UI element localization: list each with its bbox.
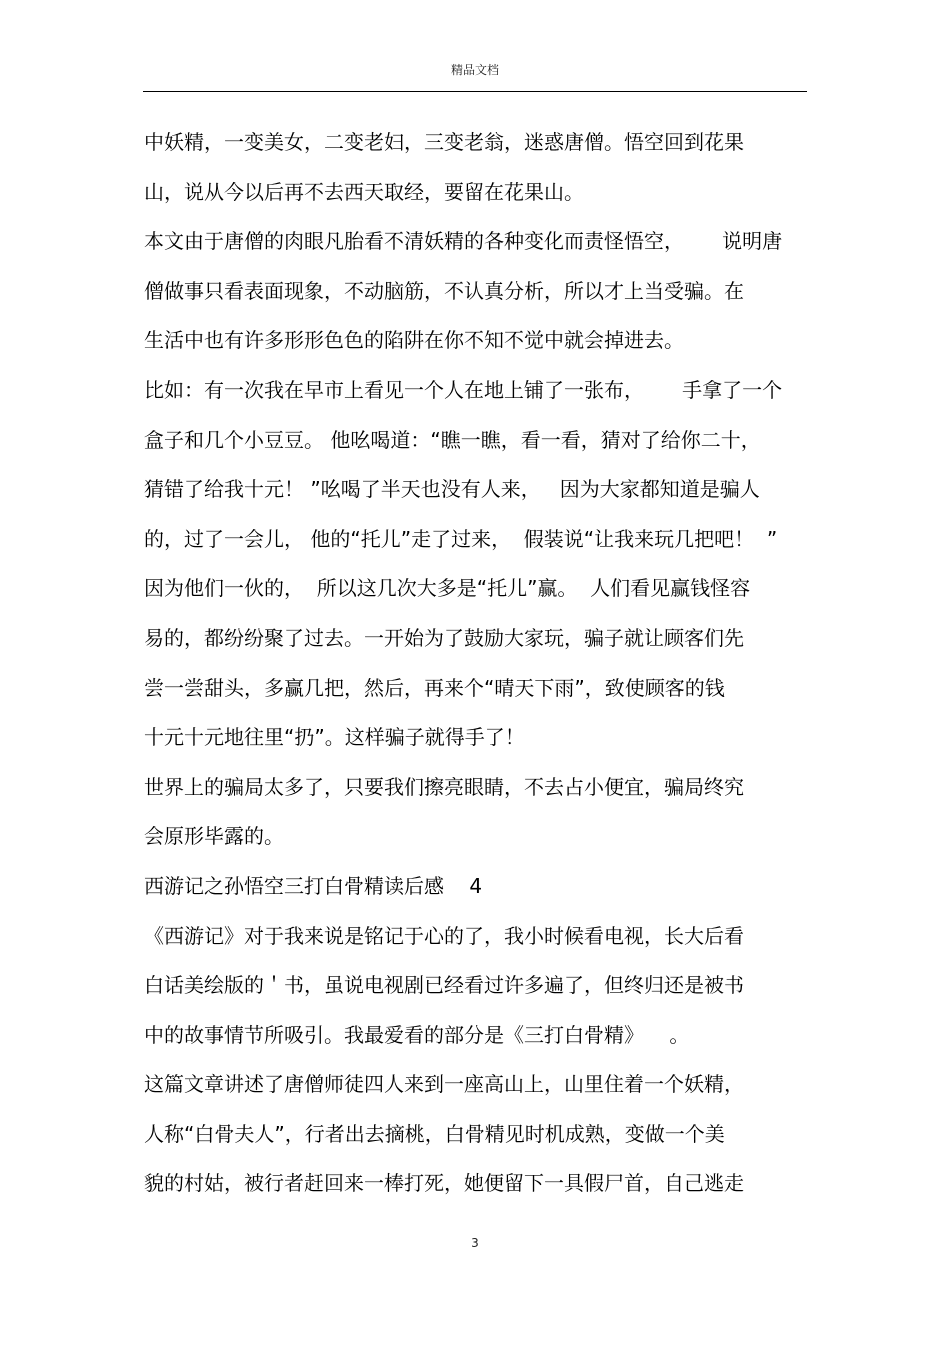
text-line: 《西游记》对于我来说是铭记于心的了，我小时候看电视，长大后看 — [144, 923, 744, 948]
text-line: 因为他们一伙的， 所以这几次大多是“托儿”赢。 人们看见赢钱怪容 — [144, 576, 751, 601]
text-line: 生活中也有许多形形色色的陷阱在你不知不觉中就会掉进去。 — [144, 328, 684, 353]
text-line: 十元十元地往里“扔”。这样骗子就得手了！ — [144, 725, 525, 750]
text-line: 世界上的骗局太多了，只要我们擦亮眼睛，不去占小便宜，骗局终究 — [144, 774, 744, 799]
text-line: 会原形毕露的。 — [144, 824, 284, 849]
text-line: 易的，都纷纷聚了过去。一开始为了鼓励大家玩，骗子就让顾客们先 — [144, 625, 744, 650]
text-line: 貌的村姑，被行者赶回来一棒打死，她便留下一具假尸首，自己逃走 — [144, 1171, 744, 1196]
text-line: 人称“白骨夫人”，行者出去摘桃，白骨精见时机成熟，变做一个美 — [144, 1121, 725, 1146]
text-line: 比如：有一次我在早市上看见一个人在地上铺了一张布， 手拿了一个 — [144, 377, 783, 402]
text-line: 本文由于唐僧的肉眼凡胎看不清妖精的各种变化而责怪悟空， 说明唐 — [144, 229, 783, 254]
text-line: 盒子和几个小豆豆。 他吆喝道：“瞧一瞧，看一看，猜对了给你二十， — [144, 427, 761, 452]
page-header: 精品文档 — [450, 63, 499, 77]
text-line: 中妖精，一变美女，二变老妇，三变老翁，迷惑唐僧。悟空回到花果 — [144, 130, 744, 154]
text-line: 中的故事情节所吸引。我最爱看的部分是《三打白骨精》 。 — [144, 1022, 690, 1047]
text-line: 这篇文章讲述了唐僧师徒四人来到一座高山上，山里住着一个妖精， — [144, 1072, 744, 1097]
text-line: 僧做事只看表面现象，不动脑筋，不认真分析，所以才上当受骗。在 — [144, 278, 744, 303]
section-heading: 西游记之孙悟空三打白骨精读后感 4 — [144, 873, 483, 898]
header-divider — [143, 91, 807, 92]
text-line: 尝一尝甜头，多赢几把，然后，再来个“晴天下雨”，致使顾客的钱 — [144, 675, 725, 700]
text-line: 的，过了一会儿， 他的“托儿”走了过来， 假装说“让我来玩几把吧！ ” — [144, 526, 778, 551]
text-line: 白话美绘版的＇书，虽说电视剧已经看过许多遍了，但终归还是被书 — [144, 973, 744, 998]
document-body — [144, 120, 814, 1211]
page-number: 3 — [471, 1236, 479, 1250]
text-line: 猜错了给我十元！ ”吆喝了半天也没有人来， 因为大家都知道是骗人 — [144, 477, 760, 502]
text-line: 山，说从今以后再不去西天取经，要留在花果山。 — [144, 179, 584, 204]
